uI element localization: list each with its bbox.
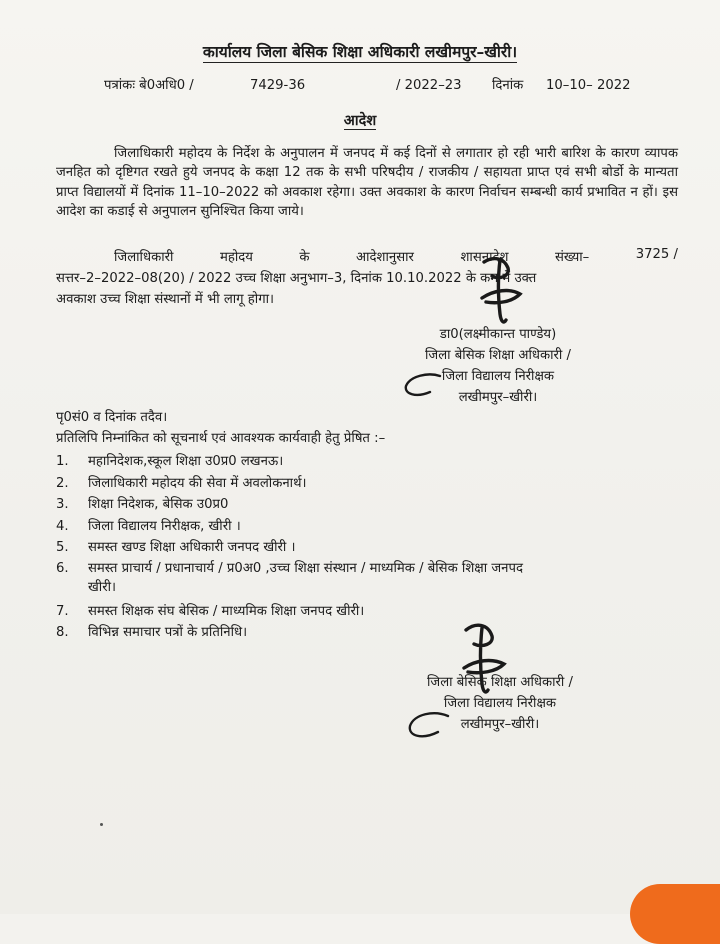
list-item xyxy=(56,451,696,473)
signature-flourish-1 xyxy=(400,370,444,402)
list-text: शिक्षा निदेशक, बेसिक उ0प्र0 xyxy=(88,497,229,512)
letter-number-label: पत्रांकः बे0अधि0 / xyxy=(104,78,194,93)
signatory-2-designation-2: जिला विद्यालय निरीक्षक xyxy=(443,696,557,711)
list-text: समस्त खण्ड शिक्षा अधिकारी जनपद खीरी । xyxy=(88,540,296,555)
list-number: 4. xyxy=(56,518,69,534)
order-paragraph-2-line-2: सत्तर–2–2022–08(20) / 2022 उच्च शिक्षा अनुभाग–3, दिनांक 10.10.2022 के कम में उक्त xyxy=(56,271,537,286)
signatory-1-designation: जिला बेसिक शिक्षा अधिकारी / xyxy=(425,348,571,363)
copy-intro: प्रतिलिपि निम्नांकित को सूचनार्थ एवं आवश्यक कार्यवाही हेतु प्रेषित :– xyxy=(56,431,386,446)
order-title xyxy=(0,110,720,130)
session-year: / 2022–23 xyxy=(396,78,462,93)
signatory-1-name: डा0(लक्ष्मीकान्त पाण्डेय) xyxy=(439,327,557,342)
p2-word: के xyxy=(299,250,310,265)
list-number: 8. xyxy=(56,625,69,640)
list-number: 2. xyxy=(56,475,69,491)
order-title-text: आदेश xyxy=(343,113,377,129)
office-heading xyxy=(0,40,720,62)
p2-word: आदेशानुसार xyxy=(356,250,414,265)
order-paragraph-2-line-3: अवकाश उच्च शिक्षा संस्थानों में भी लागू होगा। xyxy=(56,292,275,307)
copy-reference: पृ0सं0 व दिनांक तदैव। xyxy=(56,410,168,425)
p2-word: महोदय xyxy=(219,250,253,265)
list-text: जिलाधिकारी महोदय की सेवा में अवलोकनार्थ। xyxy=(88,475,307,491)
list-text-continuation: खीरी। xyxy=(88,579,117,595)
list-item xyxy=(56,494,696,516)
p2-word: शासनादेश xyxy=(460,250,509,265)
list-text: महानिदेशक,स्कूल शिक्षा उ0प्र0 लखनऊ। xyxy=(88,454,284,469)
paper-speck xyxy=(100,823,103,826)
signature-flourish-2 xyxy=(404,708,454,742)
copy-recipient-list xyxy=(56,451,696,644)
letter-number: 7429-36 xyxy=(250,78,306,93)
list-text: जिला विद्यालय निरीक्षक, खीरी । xyxy=(88,518,241,534)
order-paragraph-2-line-1 xyxy=(56,247,678,265)
list-item xyxy=(56,473,696,495)
p2-word: 3725 / xyxy=(635,247,678,262)
list-item xyxy=(56,622,696,644)
signatory-2-designation: जिला बेसिक शिक्षा अधिकारी / xyxy=(427,675,573,690)
order-paragraph-1: जिलाधिकारी महोदय के निर्देश के अनुपालन में जनपद में कई दिनों से लगातार हो रही भारी बारिश के कारण व्यापक जनहित को दृष्टिगत रखते हुये जनपद के कक्षा 12 तक के सभी परिषदीय / राजकीय / सहायता प्राप्त एवं सभी बोर्डो के मान्यता प्राप्त विद्यालयों में दिनांक 11–10–2022 को अवकाश रहेगा। उक्त अवकाश के कारण निर्वाचन सम्बन्धी कार्य प्रभावित न हों। इस आदेश का कडाई से अनुपालन सुनिश्चित किया जाये। xyxy=(56,146,678,220)
orange-corner-shape xyxy=(630,884,720,944)
date-label: दिनांक xyxy=(492,78,524,93)
p2-word: संख्या– xyxy=(554,250,590,265)
list-item xyxy=(56,601,696,623)
list-number: 1. xyxy=(56,454,69,469)
list-text: समस्त प्राचार्य / प्रधानाचार्य / प्र0अ0 ,उच्च शिक्षा संस्थान / माध्यमिक / बेसिक शिक्षा जनपद xyxy=(88,560,523,576)
list-item xyxy=(56,516,696,538)
list-number: 6. xyxy=(56,560,69,576)
list-number: 7. xyxy=(56,603,69,619)
handwritten-signature-1 xyxy=(470,252,530,330)
list-number: 5. xyxy=(56,540,69,555)
signatory-1-designation-2: जिला विद्यालय निरीक्षक xyxy=(441,369,555,384)
signatory-2-place: लखीमपुर–खीरी। xyxy=(460,717,540,732)
list-item xyxy=(56,559,696,597)
letter-date: 10–10– 2022 xyxy=(546,78,631,93)
list-text: समस्त शिक्षक संघ बेसिक / माध्यमिक शिक्षा जनपद खीरी। xyxy=(88,603,365,619)
signatory-1-place: लखीमपुर–खीरी। xyxy=(458,390,538,405)
list-text: विभिन्न समाचार पत्रों के प्रतिनिधि। xyxy=(88,625,248,640)
p2-word: जिलाधिकारी xyxy=(114,250,174,265)
list-number: 3. xyxy=(56,497,69,512)
office-heading-text: कार्यालय जिला बेसिक शिक्षा अधिकारी लखीमपुर–खीरी। xyxy=(202,43,518,61)
list-item xyxy=(56,537,696,559)
